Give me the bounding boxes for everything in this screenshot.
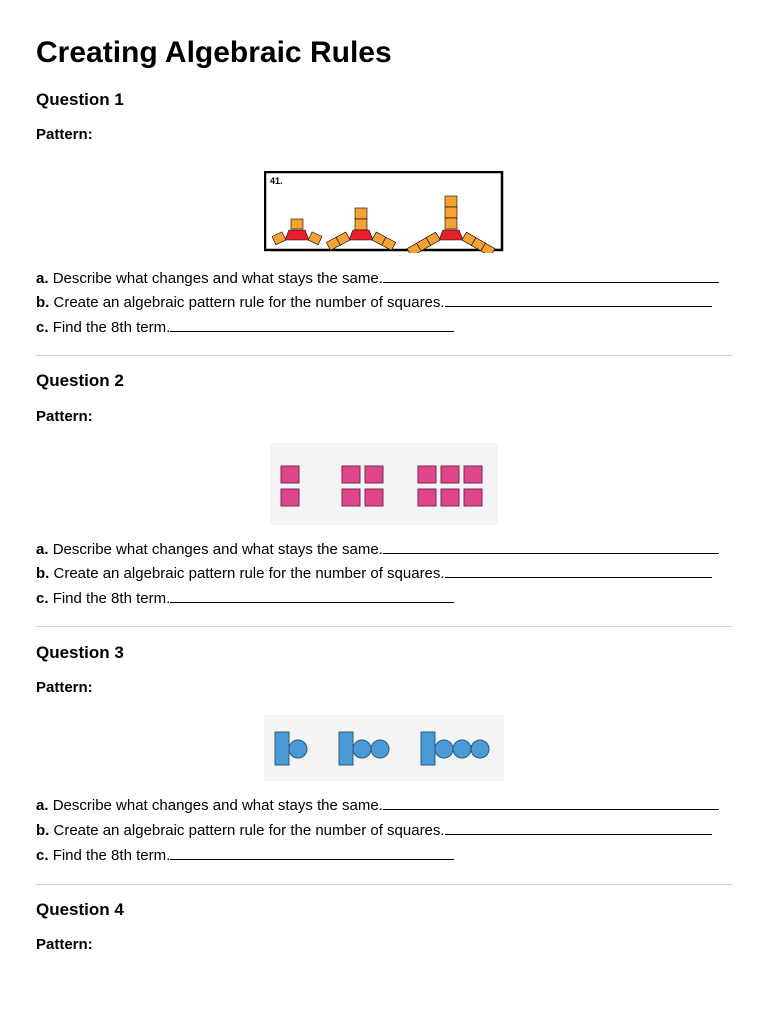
answer-blank[interactable] xyxy=(170,590,454,603)
item-text: Create an algebraic pattern rule for the number of squares. xyxy=(53,822,445,839)
item-letter: c. xyxy=(36,319,49,336)
question-1-item-b xyxy=(36,294,712,310)
rectangle-circle-pattern-figure xyxy=(264,715,504,781)
item-text: Describe what changes and what stays the same. xyxy=(52,797,383,814)
item-letter: c. xyxy=(36,590,49,607)
question-3-pattern-figure xyxy=(264,715,504,781)
answer-blank[interactable] xyxy=(445,565,712,578)
item-letter: c. xyxy=(36,847,49,864)
item-text: Create an algebraic pattern rule for the number of squares. xyxy=(53,294,445,311)
item-letter: a. xyxy=(36,797,49,814)
answer-blank[interactable] xyxy=(383,270,719,283)
question-2-item-a xyxy=(36,541,719,557)
item-text: Describe what changes and what stays the same. xyxy=(52,270,383,287)
shape-figure-3 xyxy=(421,732,489,765)
question-1-item-a xyxy=(36,270,719,286)
question-1-item-c xyxy=(36,319,454,335)
answer-blank[interactable] xyxy=(445,822,712,835)
question-4-heading: Question 4 xyxy=(36,900,124,919)
answer-blank[interactable] xyxy=(445,294,712,307)
answer-blank[interactable] xyxy=(383,541,719,554)
tile-pattern-figure xyxy=(264,171,504,253)
item-letter: a. xyxy=(36,270,49,287)
divider xyxy=(36,884,732,885)
figure-number: 41. xyxy=(270,176,283,186)
question-1-pattern-label: Pattern: xyxy=(36,126,93,143)
question-3-item-a xyxy=(36,797,719,813)
page-title: Creating Algebraic Rules xyxy=(36,36,392,69)
question-2-heading: Question 2 xyxy=(36,371,124,390)
divider xyxy=(36,626,732,627)
item-text: Find the 8th term. xyxy=(52,847,171,864)
question-3-item-b xyxy=(36,822,712,838)
item-text: Describe what changes and what stays the same. xyxy=(52,541,383,558)
question-2-item-b xyxy=(36,565,712,581)
question-3-item-c xyxy=(36,847,454,863)
square-figure-3 xyxy=(418,466,482,506)
item-letter: b. xyxy=(36,822,50,839)
question-4-pattern-label: Pattern: xyxy=(36,936,93,953)
question-2-item-c xyxy=(36,590,454,606)
item-letter: b. xyxy=(36,294,50,311)
question-1-heading: Question 1 xyxy=(36,90,124,109)
answer-blank[interactable] xyxy=(383,797,719,810)
item-letter: b. xyxy=(36,565,50,582)
question-2-pattern-figure xyxy=(270,443,498,525)
item-text: Find the 8th term. xyxy=(52,319,171,336)
item-text: Find the 8th term. xyxy=(52,590,171,607)
shape-figure-1 xyxy=(275,732,307,765)
square-figure-2 xyxy=(342,466,383,506)
question-3-pattern-label: Pattern: xyxy=(36,679,93,696)
item-text: Create an algebraic pattern rule for the number of squares. xyxy=(53,565,445,582)
question-2-pattern-label: Pattern: xyxy=(36,408,93,425)
shape-figure-2 xyxy=(339,732,389,765)
item-letter: a. xyxy=(36,541,49,558)
answer-blank[interactable] xyxy=(170,847,454,860)
question-3-heading: Question 3 xyxy=(36,643,124,662)
answer-blank[interactable] xyxy=(170,319,454,332)
question-1-pattern-figure xyxy=(264,171,504,253)
square-figure-1 xyxy=(281,466,299,506)
divider xyxy=(36,355,732,356)
square-pattern-figure xyxy=(270,443,498,525)
